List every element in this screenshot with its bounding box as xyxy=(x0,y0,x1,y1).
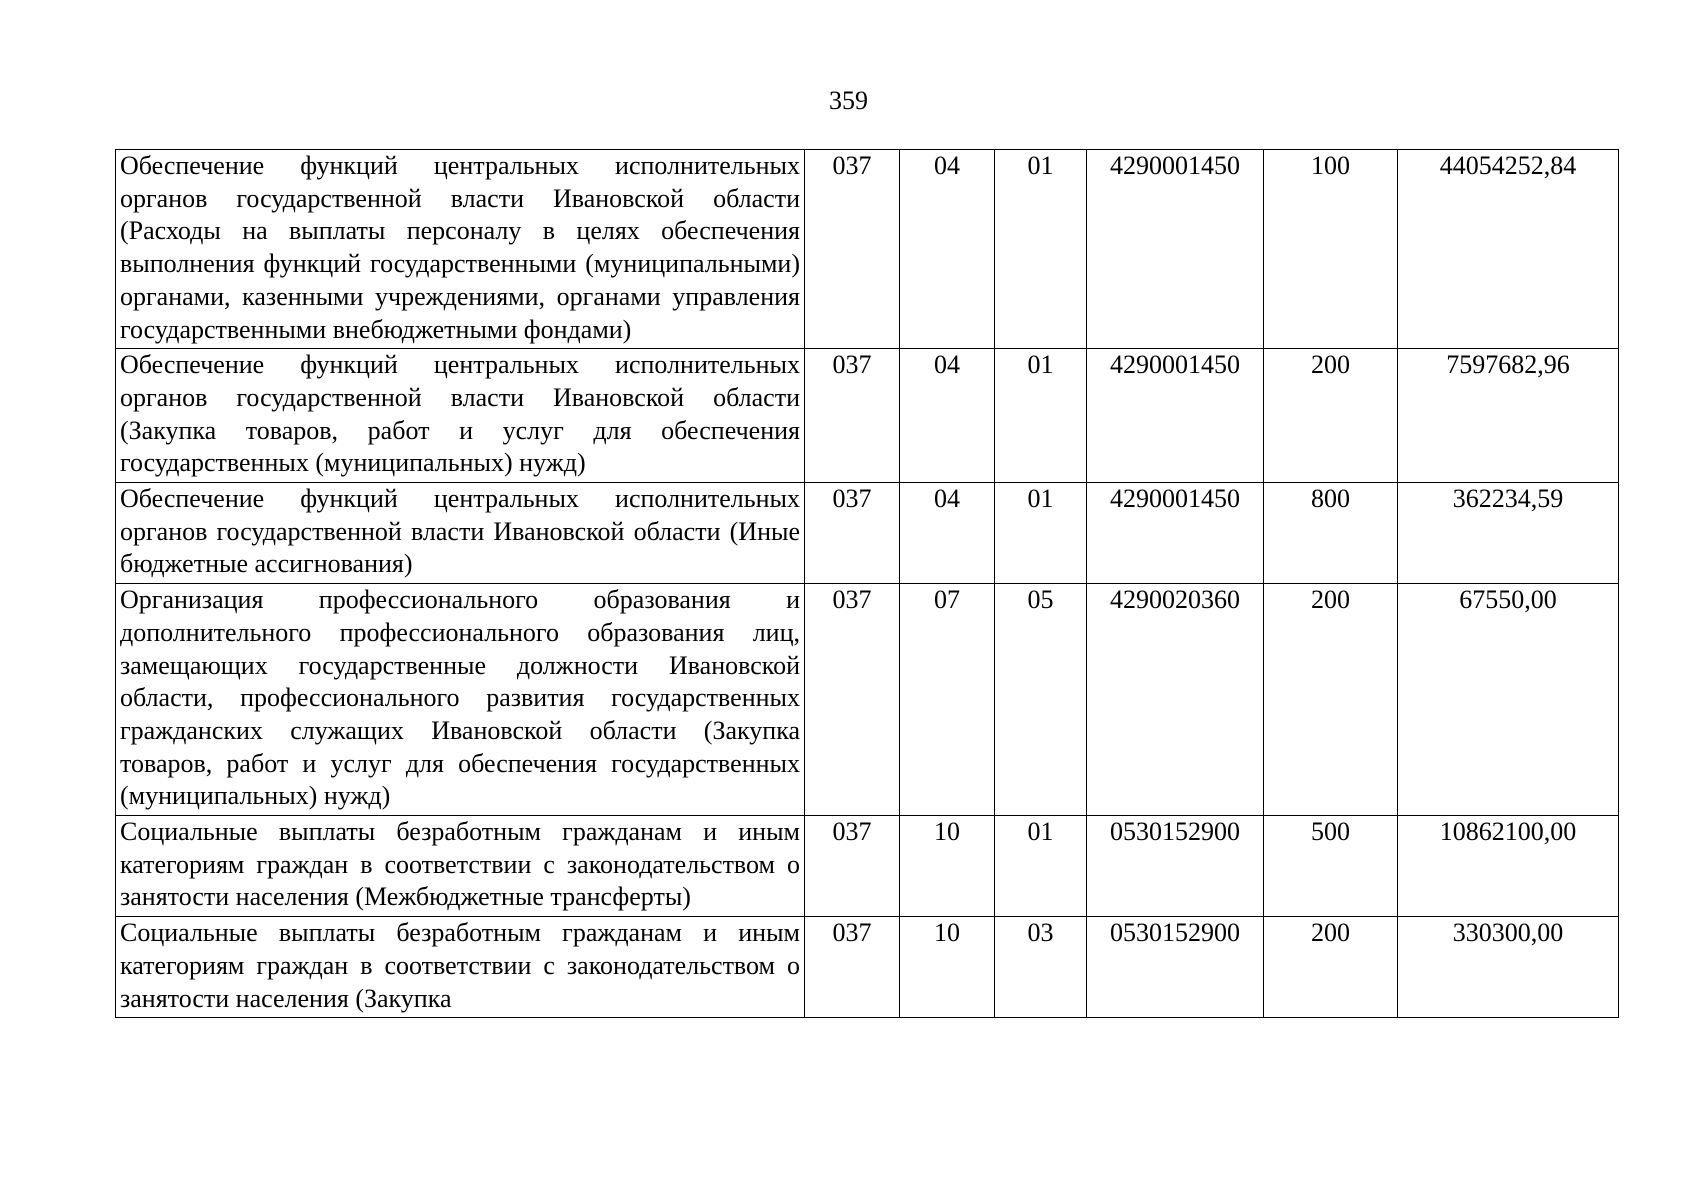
row-target-code: 0530152900 xyxy=(1087,816,1264,917)
row-description: Социальные выплаты безработным гражданам и иным категориям граждан в соответствии с законодательством о занятости населения (Межбюджетные трансферты) xyxy=(116,816,805,917)
row-description: Организация профессионального образования и дополнительного профессионального образования лиц, замещающих государственные должности Ивановской области, профессионального развития государственных гражданских служащих Ивановской области (Закупка товаров, работ и услуг для обеспечения государственных (муниципальных) нужд) xyxy=(116,584,805,816)
row-expense-type: 100 xyxy=(1264,150,1398,349)
row-ved-code: 037 xyxy=(805,483,900,584)
row-description: Социальные выплаты безработным гражданам и иным категориям граждан в соответствии с законодательством о занятости населения (Закупка xyxy=(116,917,805,1018)
row-expense-type: 500 xyxy=(1264,816,1398,917)
budget-table xyxy=(115,149,1619,1018)
table-row xyxy=(116,349,1619,483)
row-ved-code: 037 xyxy=(805,349,900,483)
row-target-code: 4290001450 xyxy=(1087,349,1264,483)
row-subsection-code: 05 xyxy=(995,584,1087,816)
table-row xyxy=(116,483,1619,584)
row-ved-code: 037 xyxy=(805,917,900,1018)
row-section-code: 07 xyxy=(900,584,995,816)
table-row xyxy=(116,584,1619,816)
row-amount: 7597682,96 xyxy=(1398,349,1619,483)
row-amount: 10862100,00 xyxy=(1398,816,1619,917)
row-amount: 44054252,84 xyxy=(1398,150,1619,349)
row-section-code: 04 xyxy=(900,483,995,584)
row-expense-type: 200 xyxy=(1264,349,1398,483)
row-section-code: 10 xyxy=(900,816,995,917)
row-section-code: 04 xyxy=(900,150,995,349)
row-subsection-code: 01 xyxy=(995,483,1087,584)
row-expense-type: 200 xyxy=(1264,584,1398,816)
table-row xyxy=(116,816,1619,917)
row-target-code: 4290001450 xyxy=(1087,483,1264,584)
table-row xyxy=(116,150,1619,349)
row-target-code: 4290020360 xyxy=(1087,584,1264,816)
row-ved-code: 037 xyxy=(805,150,900,349)
row-description: Обеспечение функций центральных исполнительных органов государственной власти Ивановской области (Расходы на выплаты персоналу в целях обеспечения выполнения функций государственными (муниципальными) органами, казенными учреждениями, органами управления государственными внебюджетными фондами) xyxy=(116,150,805,349)
row-section-code: 04 xyxy=(900,349,995,483)
row-subsection-code: 01 xyxy=(995,349,1087,483)
table-row xyxy=(116,917,1619,1018)
row-target-code: 4290001450 xyxy=(1087,150,1264,349)
row-target-code: 0530152900 xyxy=(1087,917,1264,1018)
page-number: 359 xyxy=(829,86,868,115)
row-expense-type: 200 xyxy=(1264,917,1398,1018)
row-ved-code: 037 xyxy=(805,584,900,816)
row-description: Обеспечение функций центральных исполнительных органов государственной власти Ивановской области (Иные бюджетные ассигнования) xyxy=(116,483,805,584)
row-section-code: 10 xyxy=(900,917,995,1018)
row-subsection-code: 01 xyxy=(995,150,1087,349)
row-expense-type: 800 xyxy=(1264,483,1398,584)
row-subsection-code: 03 xyxy=(995,917,1087,1018)
row-subsection-code: 01 xyxy=(995,816,1087,917)
row-amount: 362234,59 xyxy=(1398,483,1619,584)
row-amount: 330300,00 xyxy=(1398,917,1619,1018)
row-description: Обеспечение функций центральных исполнительных органов государственной власти Ивановской области (Закупка товаров, работ и услуг для обеспечения государственных (муниципальных) нужд) xyxy=(116,349,805,483)
row-ved-code: 037 xyxy=(805,816,900,917)
row-amount: 67550,00 xyxy=(1398,584,1619,816)
